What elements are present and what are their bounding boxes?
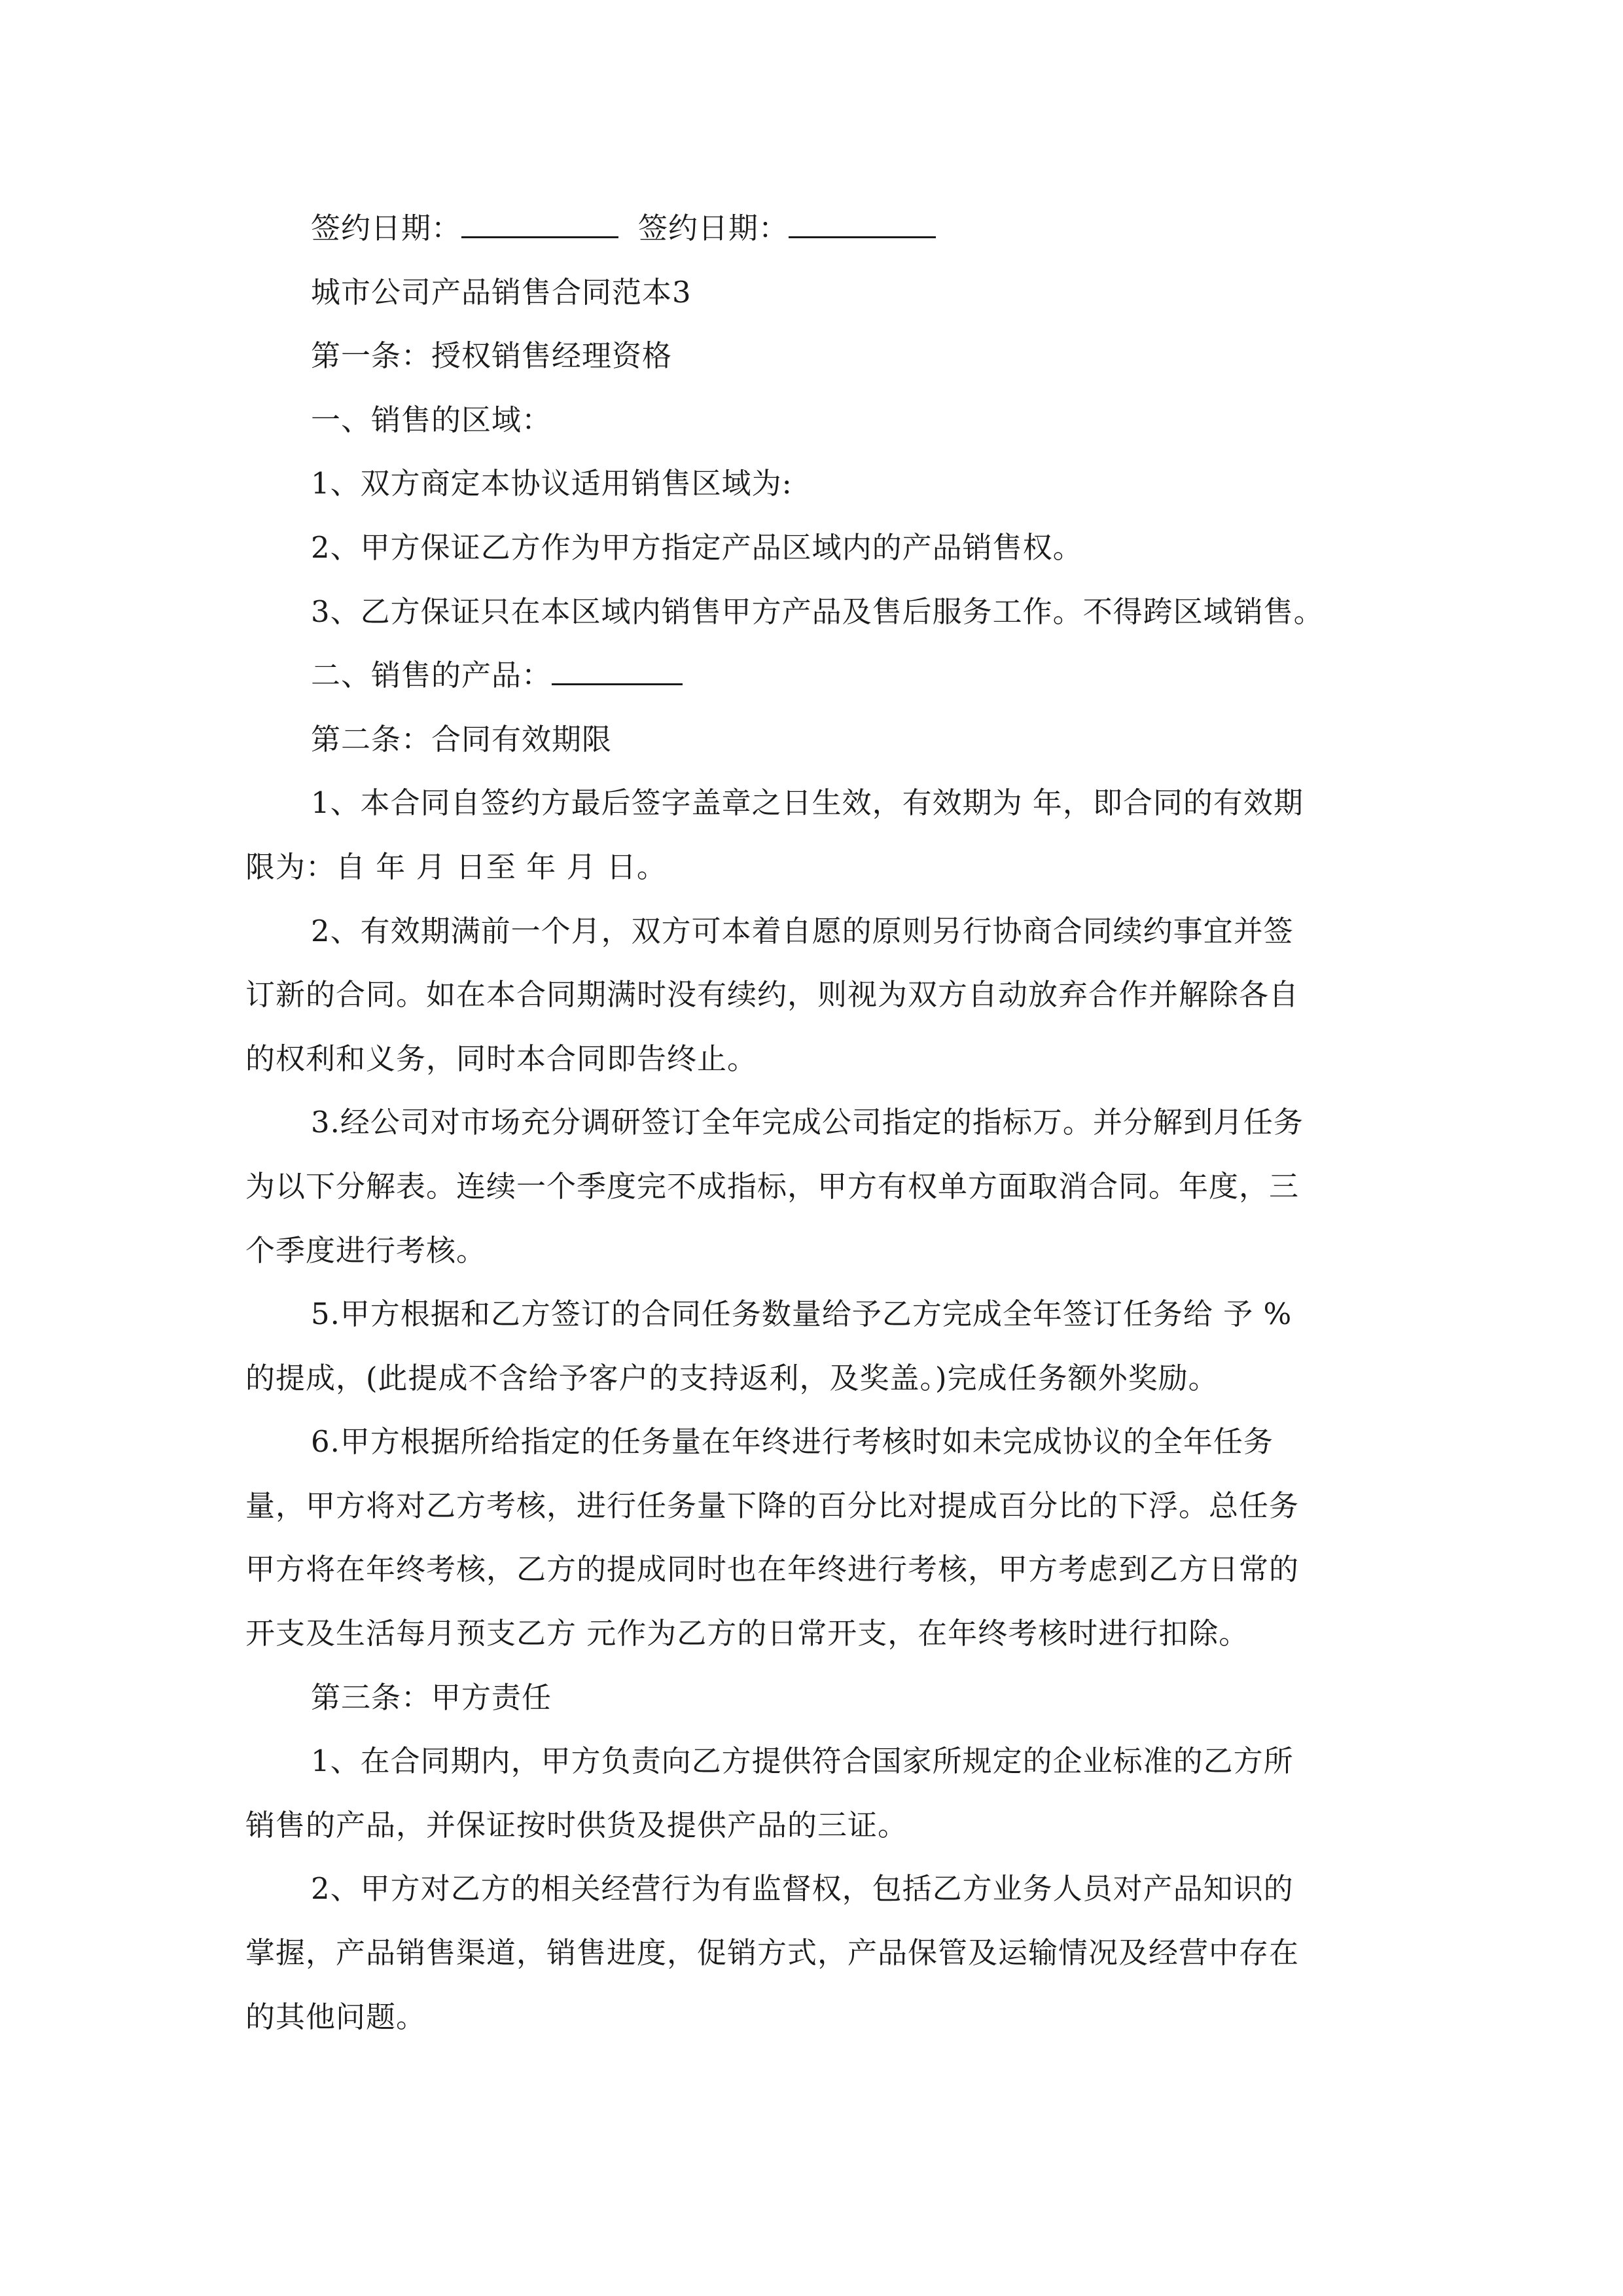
paragraph-line: 量，甲方将对乙方考核，进行任务量下降的百分比对提成百分比的下浮。总任务 (245, 1488, 1300, 1523)
paragraph-line: 开支及生活每月预支乙方 元作为乙方的日常开支，在年终考核时进行扣除。 (245, 1616, 1249, 1651)
article-2-title: 第二条：合同有效期限 (311, 721, 613, 757)
paragraph-line: 的权利和义务，同时本合同即告终止。 (245, 1041, 758, 1076)
paragraph-commission-5 (245, 1282, 1397, 1410)
paragraph-line: 2、有效期满前一个月，双方可本着自愿的原则另行协商合同续约事宜并签 (311, 913, 1294, 948)
paragraph-line: 限为：自 年 月 日至 年 月 日。 (245, 849, 667, 884)
paragraph-line: 销售的产品，并保证按时供货及提供产品的三证。 (245, 1807, 908, 1842)
paragraph-line: 1、本合同自签约方最后签字盖章之日生效，有效期为 年，即合同的有效期 (311, 785, 1304, 821)
document-body (245, 196, 1397, 2049)
paragraph-line: 6.甲方根据所给指定的任务量在年终进行考核时如未完成协议的全年任务 (311, 1424, 1274, 1460)
signature-date-label-b: 签约日期： (638, 211, 789, 245)
paragraph-line: 的提成，(此提成不含给予客户的支持返利，及奖盖。)完成任务额外奖励。 (245, 1360, 1219, 1395)
paragraph-line: 2、甲方对乙方的相关经营行为有监督权，包括乙方业务人员对产品知识的 (311, 1871, 1294, 1907)
paragraph-validity-2 (245, 899, 1397, 1091)
paragraph-line: 为以下分解表。连续一个季度完不成指标，甲方有权单方面取消合同。年度，三 (245, 1168, 1300, 1204)
signature-date-blank-b (789, 210, 936, 238)
clause-region-2: 2、甲方保证乙方作为甲方指定产品区域内的产品销售权。 (311, 529, 1083, 565)
paragraph-assessment-6 (245, 1410, 1397, 1665)
paragraph-party-a-duty-2 (245, 1857, 1397, 2049)
paragraph-line: 3.经公司对市场充分调研签订全年完成公司指定的指标万。并分解到月任务 (311, 1105, 1304, 1140)
paragraph-line: 掌握，产品销售渠道，销售进度，促销方式，产品保管及运输情况及经营中存在 (245, 1935, 1300, 1971)
section-sales-product (245, 643, 1397, 708)
paragraph-line: 订新的合同。如在本合同期满时没有续约，则视为双方自动放弃合作并解除各自 (245, 977, 1300, 1013)
signature-date-blank-a (461, 210, 618, 238)
sales-product-label: 二、销售的产品： (311, 658, 552, 693)
document-title: 城市公司产品销售合同范本3 (311, 274, 692, 310)
paragraph-target-3 (245, 1090, 1397, 1282)
article-1-title: 第一条：授权销售经理资格 (311, 338, 673, 374)
paragraph-line: 5.甲方根据和乙方签订的合同任务数量给予乙方完成全年签订任务给 予 % (311, 1297, 1293, 1332)
section-sales-region: 一、销售的区域： (311, 402, 552, 437)
article-3-title: 第三条：甲方责任 (311, 1679, 552, 1715)
signature-date-label-a: 签约日期： (311, 211, 462, 245)
paragraph-party-a-duty-1 (245, 1729, 1397, 1857)
clause-region-3: 3、乙方保证只在本区域内销售甲方产品及售后服务工作。不得跨区域销售。 (311, 594, 1324, 629)
paragraph-line: 甲方将在年终考核，乙方的提成同时也在年终进行考核，甲方考虑到乙方日常的 (245, 1552, 1300, 1587)
paragraph-line: 1、在合同期内，甲方负责向乙方提供符合国家所规定的企业标准的乙方所 (311, 1744, 1294, 1779)
clause-region-1: 1、双方商定本协议适用销售区域为: (311, 466, 793, 501)
signature-date-row (245, 196, 1397, 260)
paragraph-line: 的其他问题。 (245, 1999, 427, 2034)
sales-product-blank (552, 657, 683, 685)
paragraph-validity-1 (245, 771, 1397, 899)
paragraph-line: 个季度进行考核。 (245, 1232, 487, 1268)
